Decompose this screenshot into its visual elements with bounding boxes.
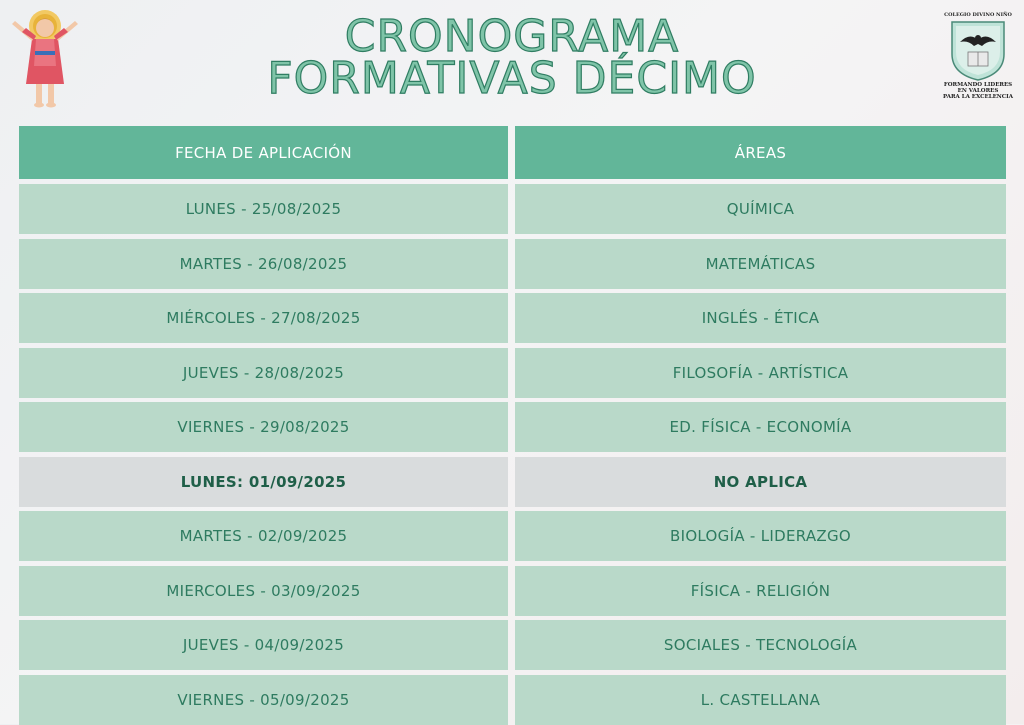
table-header-row bbox=[19, 126, 1006, 176]
table-row bbox=[19, 620, 1006, 670]
area-cell: NO APLICA bbox=[515, 457, 1006, 507]
area-cell: FÍSICA - RELIGIÓN bbox=[515, 566, 1006, 616]
table-row bbox=[19, 239, 1006, 289]
fecha-cell: VIERNES - 29/08/2025 bbox=[19, 402, 508, 452]
fecha-cell: MIÉRCOLES - 27/08/2025 bbox=[19, 293, 508, 343]
header-areas: ÁREAS bbox=[515, 126, 1006, 179]
area-cell: INGLÉS - ÉTICA bbox=[515, 293, 1006, 343]
table-row bbox=[19, 566, 1006, 616]
fecha-cell: LUNES - 25/08/2025 bbox=[19, 184, 508, 234]
shield-icon bbox=[946, 18, 1010, 82]
fecha-cell: JUEVES - 28/08/2025 bbox=[19, 348, 508, 398]
area-cell: ED. FÍSICA - ECONOMÍA bbox=[515, 402, 1006, 452]
table-row bbox=[19, 348, 1006, 398]
table-row bbox=[19, 511, 1006, 561]
header-fecha: FECHA DE APLICACIÓN bbox=[19, 126, 508, 179]
fecha-cell: JUEVES - 04/09/2025 bbox=[19, 620, 508, 670]
area-cell: FILOSOFÍA - ARTÍSTICA bbox=[515, 348, 1006, 398]
page-title-line-1: CRONOGRAMA bbox=[344, 11, 680, 62]
fecha-cell: VIERNES - 05/09/2025 bbox=[19, 675, 508, 725]
fecha-cell: MIERCOLES - 03/09/2025 bbox=[19, 566, 508, 616]
school-crest-logo bbox=[940, 10, 1016, 106]
fecha-cell: MARTES - 02/09/2025 bbox=[19, 511, 508, 561]
school-motto bbox=[940, 82, 1016, 100]
motto-line: FORMANDO LIDERES bbox=[943, 82, 1013, 88]
table-row bbox=[19, 402, 1006, 452]
table-row bbox=[19, 293, 1006, 343]
area-cell: QUÍMICA bbox=[515, 184, 1006, 234]
fecha-cell: MARTES - 26/08/2025 bbox=[19, 239, 508, 289]
table-row bbox=[19, 184, 1006, 234]
motto-line: PARA LA EXCELENCIA bbox=[942, 94, 1014, 100]
area-cell: BIOLOGÍA - LIDERAZGO bbox=[515, 511, 1006, 561]
motto-line: EN VALORES bbox=[957, 88, 999, 94]
area-cell: SOCIALES - TECNOLOGÍA bbox=[515, 620, 1006, 670]
table-row bbox=[19, 675, 1006, 725]
fecha-cell: LUNES: 01/09/2025 bbox=[19, 457, 508, 507]
school-name: COLEGIO DIVINO NIÑO bbox=[944, 12, 1012, 18]
table-row-no-aplica bbox=[19, 457, 1006, 507]
area-cell: L. CASTELLANA bbox=[515, 675, 1006, 725]
page-title-line-2: FORMATIVAS DÉCIMO bbox=[267, 53, 757, 104]
area-cell: MATEMÁTICAS bbox=[515, 239, 1006, 289]
